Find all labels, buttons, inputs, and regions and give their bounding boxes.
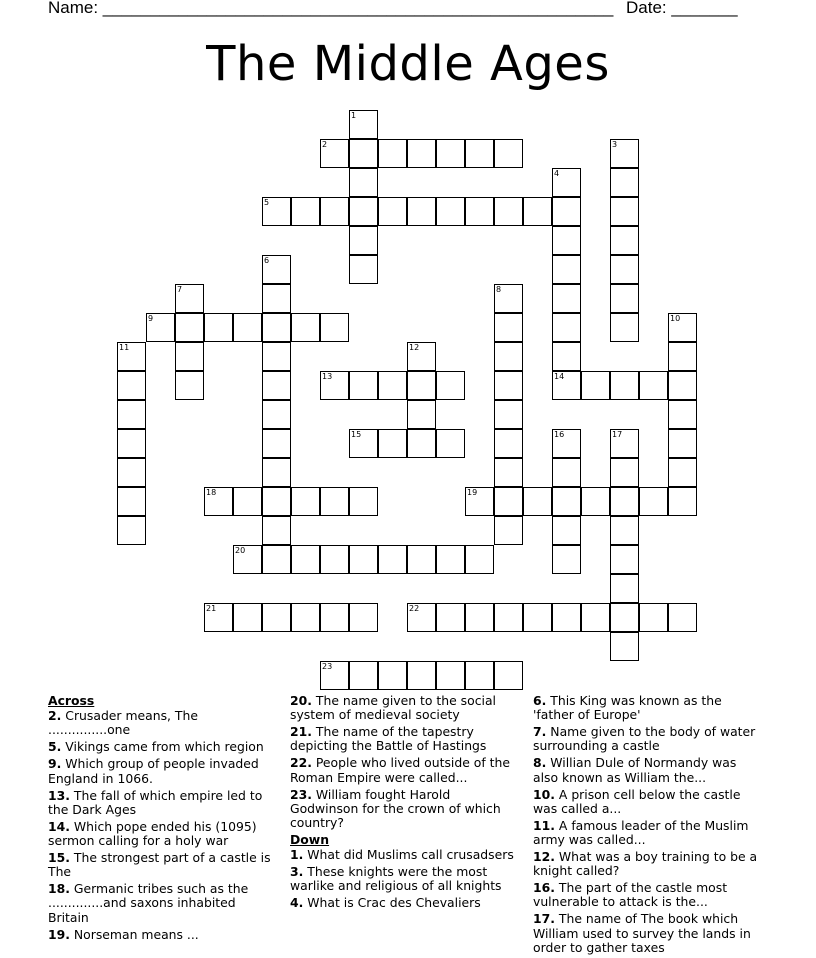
crossword-cell[interactable] — [639, 487, 668, 516]
clue-item — [290, 725, 522, 753]
crossword-cell[interactable] — [552, 284, 581, 313]
crossword-cell[interactable] — [552, 226, 581, 255]
clue-text: Willian Dule of Normandy was also known as William the... — [533, 755, 737, 785]
crossword-cell[interactable] — [610, 226, 639, 255]
down-heading: Down — [290, 832, 330, 848]
crossword-cell[interactable] — [407, 400, 436, 429]
crossword-cell[interactable] — [610, 487, 639, 516]
crossword-cell[interactable] — [610, 168, 639, 197]
crossword-cell[interactable] — [552, 516, 581, 545]
crossword-cell[interactable] — [436, 371, 465, 400]
clue-number: 1. — [290, 847, 304, 863]
crossword-cell[interactable] — [552, 545, 581, 574]
crossword-cell[interactable] — [291, 487, 320, 516]
clue-text: Which pope ended his (1095) sermon calling for a holy war — [48, 818, 257, 849]
clue-item — [290, 848, 522, 862]
crossword-cell[interactable] — [494, 661, 523, 690]
crossword-cell[interactable] — [436, 661, 465, 690]
crossword-cell[interactable] — [465, 139, 494, 168]
clue-number: 18. — [48, 881, 70, 897]
crossword-cell[interactable] — [407, 429, 436, 458]
crossword-cell[interactable] — [378, 429, 407, 458]
crossword-cell[interactable] — [378, 545, 407, 574]
crossword-cell[interactable] — [610, 313, 639, 342]
crossword-cell[interactable] — [610, 284, 639, 313]
crossword-cell[interactable] — [436, 139, 465, 168]
crossword-cell[interactable] — [291, 197, 320, 226]
clue-number: 7. — [533, 724, 547, 740]
crossword-cell[interactable] — [610, 458, 639, 487]
clue-number-label: 2 — [322, 140, 328, 149]
crossword-cell[interactable] — [407, 371, 436, 400]
clue-number: 16. — [533, 880, 555, 896]
crossword-cell[interactable] — [494, 429, 523, 458]
crossword-cell[interactable] — [262, 516, 291, 545]
crossword-cell[interactable] — [552, 603, 581, 632]
clue-number: 4. — [290, 895, 304, 911]
crossword-cell[interactable] — [175, 313, 204, 342]
crossword-cell[interactable] — [668, 487, 697, 516]
clue-text: What was a boy training to be a knight called? — [533, 849, 758, 879]
clue-number: 17. — [533, 911, 555, 927]
crossword-cell[interactable] — [320, 197, 349, 226]
clue-number-label: 15 — [351, 430, 362, 439]
clue-number-label: 1 — [351, 111, 357, 120]
crossword-cell[interactable] — [262, 458, 291, 487]
crossword-cell[interactable] — [320, 313, 349, 342]
crossword-cell[interactable] — [436, 429, 465, 458]
crossword-cell[interactable] — [117, 371, 146, 400]
crossword-cell[interactable] — [349, 661, 378, 690]
crossword-cell[interactable] — [436, 603, 465, 632]
clue-number: 10. — [533, 786, 555, 802]
clue-item — [290, 865, 522, 893]
crossword-cell[interactable] — [639, 603, 668, 632]
clue-number: 9. — [48, 756, 62, 772]
crossword-cell[interactable] — [262, 545, 291, 574]
clue-item — [290, 756, 522, 784]
crossword-cell[interactable] — [465, 661, 494, 690]
clue-number: 22. — [290, 755, 312, 771]
crossword-cell[interactable] — [320, 487, 349, 516]
clue-item — [48, 851, 280, 879]
clue-number: 6. — [533, 693, 547, 708]
crossword-cell[interactable] — [175, 342, 204, 371]
clue-number-label: 5 — [264, 198, 270, 207]
crossword-cell[interactable] — [349, 545, 378, 574]
crossword-cell[interactable] — [465, 603, 494, 632]
crossword-cell[interactable] — [639, 371, 668, 400]
clue-number-label: 9 — [148, 314, 154, 323]
crossword-cell[interactable] — [610, 197, 639, 226]
clue-number-label: 13 — [322, 372, 333, 381]
crossword-cell[interactable] — [668, 342, 697, 371]
crossword-cell[interactable] — [378, 661, 407, 690]
crossword-cell[interactable] — [494, 516, 523, 545]
crossword-cell[interactable] — [117, 516, 146, 545]
crossword-cell[interactable] — [291, 545, 320, 574]
clue-number: 20. — [290, 693, 312, 708]
clue-number: 8. — [533, 755, 547, 771]
crossword-cell[interactable] — [494, 400, 523, 429]
crossword-cell[interactable] — [262, 429, 291, 458]
clue-text: The name given to the social system of medieval society — [290, 693, 496, 723]
crossword-cell[interactable] — [320, 603, 349, 632]
clue-number-label: 12 — [409, 343, 420, 352]
clue-number-label: 7 — [177, 285, 183, 294]
crossword-cell[interactable] — [349, 255, 378, 284]
crossword-cell[interactable] — [523, 603, 552, 632]
clue-number: 12. — [533, 849, 555, 865]
clue-text: These knights were the most warlike and religious of all knights — [290, 864, 502, 894]
clue-number-label: 14 — [554, 372, 565, 381]
crossword-cell[interactable] — [552, 487, 581, 516]
crossword-cell[interactable] — [552, 458, 581, 487]
crossword-cell[interactable] — [117, 429, 146, 458]
clue-item — [48, 882, 280, 925]
clue-column-3 — [533, 694, 765, 958]
clue-item — [48, 789, 280, 817]
crossword-cell[interactable] — [378, 371, 407, 400]
clue-item — [48, 820, 280, 848]
crossword-cell[interactable] — [291, 313, 320, 342]
clue-number: 2. — [48, 708, 62, 724]
crossword-cell[interactable] — [204, 313, 233, 342]
clue-item — [290, 694, 522, 722]
crossword-cell[interactable] — [233, 313, 262, 342]
clue-number-label: 16 — [554, 430, 565, 439]
crossword-cell[interactable] — [378, 197, 407, 226]
crossword-cell[interactable] — [610, 545, 639, 574]
clue-text: The name of The book which William used to survey the lands in order to gather taxes — [533, 911, 751, 955]
clue-text: Name given to the body of water surrounding a castle — [533, 724, 756, 754]
crossword-cell[interactable] — [465, 545, 494, 574]
clue-number-label: 22 — [409, 604, 420, 613]
crossword-cell[interactable] — [407, 545, 436, 574]
date-field-label: Date: _______ — [626, 0, 738, 17]
clue-text: William fought Harold Godwinson for the crown of which country? — [290, 786, 501, 831]
clue-text: A prison cell below the castle was called a... — [533, 786, 741, 816]
clue-item — [533, 788, 765, 816]
crossword-cell[interactable] — [349, 139, 378, 168]
crossword-cell[interactable] — [494, 342, 523, 371]
crossword-cell[interactable] — [349, 197, 378, 226]
crossword-cell[interactable] — [117, 400, 146, 429]
crossword-cell[interactable] — [262, 371, 291, 400]
clue-number-label: 3 — [612, 140, 618, 149]
crossword-cell[interactable] — [494, 487, 523, 516]
crossword-cell[interactable] — [320, 545, 349, 574]
crossword-cell[interactable] — [233, 603, 262, 632]
crossword-cell[interactable] — [117, 487, 146, 516]
clue-text: The strongest part of a castle is The — [48, 850, 271, 880]
clue-item — [533, 819, 765, 847]
clue-number-label: 11 — [119, 343, 130, 352]
crossword-cell[interactable] — [610, 632, 639, 661]
clue-number: 11. — [533, 817, 555, 833]
clue-item — [533, 756, 765, 784]
crossword-cell[interactable] — [378, 139, 407, 168]
clue-text: A famous leader of the Muslim army was called... — [533, 817, 749, 848]
clue-number: 14. — [48, 818, 70, 834]
clue-item — [533, 850, 765, 878]
clue-column-2 — [290, 694, 522, 913]
clue-item — [533, 881, 765, 909]
clue-number: 15. — [48, 850, 70, 866]
crossword-cell[interactable] — [668, 603, 697, 632]
crossword-cell[interactable] — [581, 603, 610, 632]
clue-text: What is Crac des Chevaliers — [307, 895, 481, 911]
clue-text: Vikings came from which region — [65, 739, 264, 755]
crossword-cell[interactable] — [668, 458, 697, 487]
clue-text: This King was known as the 'father of Europe' — [533, 693, 722, 723]
clue-item — [48, 757, 280, 785]
clue-column-1 — [48, 694, 280, 945]
crossword-cell[interactable] — [291, 603, 320, 632]
clue-number-label: 19 — [467, 488, 478, 497]
crossword-cell[interactable] — [262, 603, 291, 632]
clue-number-label: 8 — [496, 285, 502, 294]
clue-number-label: 23 — [322, 662, 333, 671]
crossword-cell[interactable] — [581, 371, 610, 400]
crossword-cell[interactable] — [465, 197, 494, 226]
crossword-cell[interactable] — [494, 371, 523, 400]
clue-number: 23. — [290, 786, 312, 802]
crossword-cell[interactable] — [494, 313, 523, 342]
crossword-cell[interactable] — [494, 458, 523, 487]
crossword-cell[interactable] — [610, 255, 639, 284]
crossword-cell[interactable] — [610, 516, 639, 545]
clue-item — [48, 709, 280, 737]
clue-text: Norseman means ... — [73, 926, 199, 942]
crossword-cell[interactable] — [552, 197, 581, 226]
clue-number: 19. — [48, 926, 70, 942]
crossword-cell[interactable] — [581, 487, 610, 516]
crossword-cell[interactable] — [175, 371, 204, 400]
crossword-cell[interactable] — [668, 371, 697, 400]
clue-text: The name of the tapestry depicting the Battle of Hastings — [290, 724, 487, 754]
crossword-cell[interactable] — [349, 168, 378, 197]
crossword-cell[interactable] — [494, 603, 523, 632]
crossword-cell[interactable] — [262, 487, 291, 516]
crossword-cell[interactable] — [407, 139, 436, 168]
crossword-cell[interactable] — [349, 371, 378, 400]
crossword-cell[interactable] — [407, 661, 436, 690]
crossword-cell[interactable] — [552, 342, 581, 371]
crossword-cell[interactable] — [436, 545, 465, 574]
clue-number-label: 17 — [612, 430, 623, 439]
crossword-cell[interactable] — [436, 197, 465, 226]
crossword-cell[interactable] — [233, 487, 262, 516]
crossword-cell[interactable] — [349, 487, 378, 516]
clue-text: Which group of people invaded England in 1066. — [48, 756, 259, 786]
crossword-cell[interactable] — [407, 197, 436, 226]
clue-number-label: 20 — [235, 546, 246, 555]
crossword-cell[interactable] — [494, 139, 523, 168]
clue-number-label: 10 — [670, 314, 681, 323]
crossword-cell[interactable] — [610, 603, 639, 632]
across-heading: Across — [48, 693, 95, 708]
clue-number: 21. — [290, 724, 312, 740]
crossword-cell[interactable] — [262, 342, 291, 371]
clue-text: Germanic tribes such as the ..............and saxons inhabited Britain — [48, 881, 249, 925]
clue-number-label: 18 — [206, 488, 217, 497]
crossword-cell[interactable] — [610, 574, 639, 603]
clue-item — [290, 896, 522, 910]
crossword-cell[interactable] — [552, 313, 581, 342]
crossword-cell[interactable] — [349, 603, 378, 632]
clue-item — [290, 788, 522, 831]
crossword-cell[interactable] — [262, 313, 291, 342]
crossword-cell[interactable] — [494, 197, 523, 226]
crossword-cell[interactable] — [523, 197, 552, 226]
crossword-cell[interactable] — [668, 400, 697, 429]
name-field-label: Name: ______________________________________________________ — [48, 0, 614, 17]
clue-number: 3. — [290, 864, 304, 880]
crossword-cell[interactable] — [610, 371, 639, 400]
crossword-cell[interactable] — [262, 400, 291, 429]
clue-text: People who lived outside of the Roman Empire were called... — [290, 755, 510, 785]
crossword-cell[interactable] — [668, 429, 697, 458]
crossword-cell[interactable] — [262, 284, 291, 313]
clue-number-label: 6 — [264, 256, 270, 265]
crossword-cell[interactable] — [349, 226, 378, 255]
clue-item — [48, 928, 280, 942]
clue-number: 13. — [48, 787, 70, 803]
clue-item — [533, 694, 765, 722]
clue-number: 5. — [48, 739, 62, 755]
crossword-cell[interactable] — [117, 458, 146, 487]
crossword-cell[interactable] — [523, 487, 552, 516]
clue-text: The fall of which empire led to the Dark Ages — [48, 787, 263, 817]
clue-item — [533, 912, 765, 955]
clue-item — [533, 725, 765, 753]
clue-item — [48, 740, 280, 754]
clue-text: What did Muslims call crusadsers — [307, 847, 514, 863]
clue-text: Crusader means, The ...............one — [48, 708, 198, 738]
page-title: The Middle Ages — [206, 36, 610, 92]
crossword-cell[interactable] — [552, 255, 581, 284]
clue-number-label: 4 — [554, 169, 560, 178]
clue-number-label: 21 — [206, 604, 217, 613]
clue-text: The part of the castle most vulnerable to attack is the... — [533, 880, 728, 910]
